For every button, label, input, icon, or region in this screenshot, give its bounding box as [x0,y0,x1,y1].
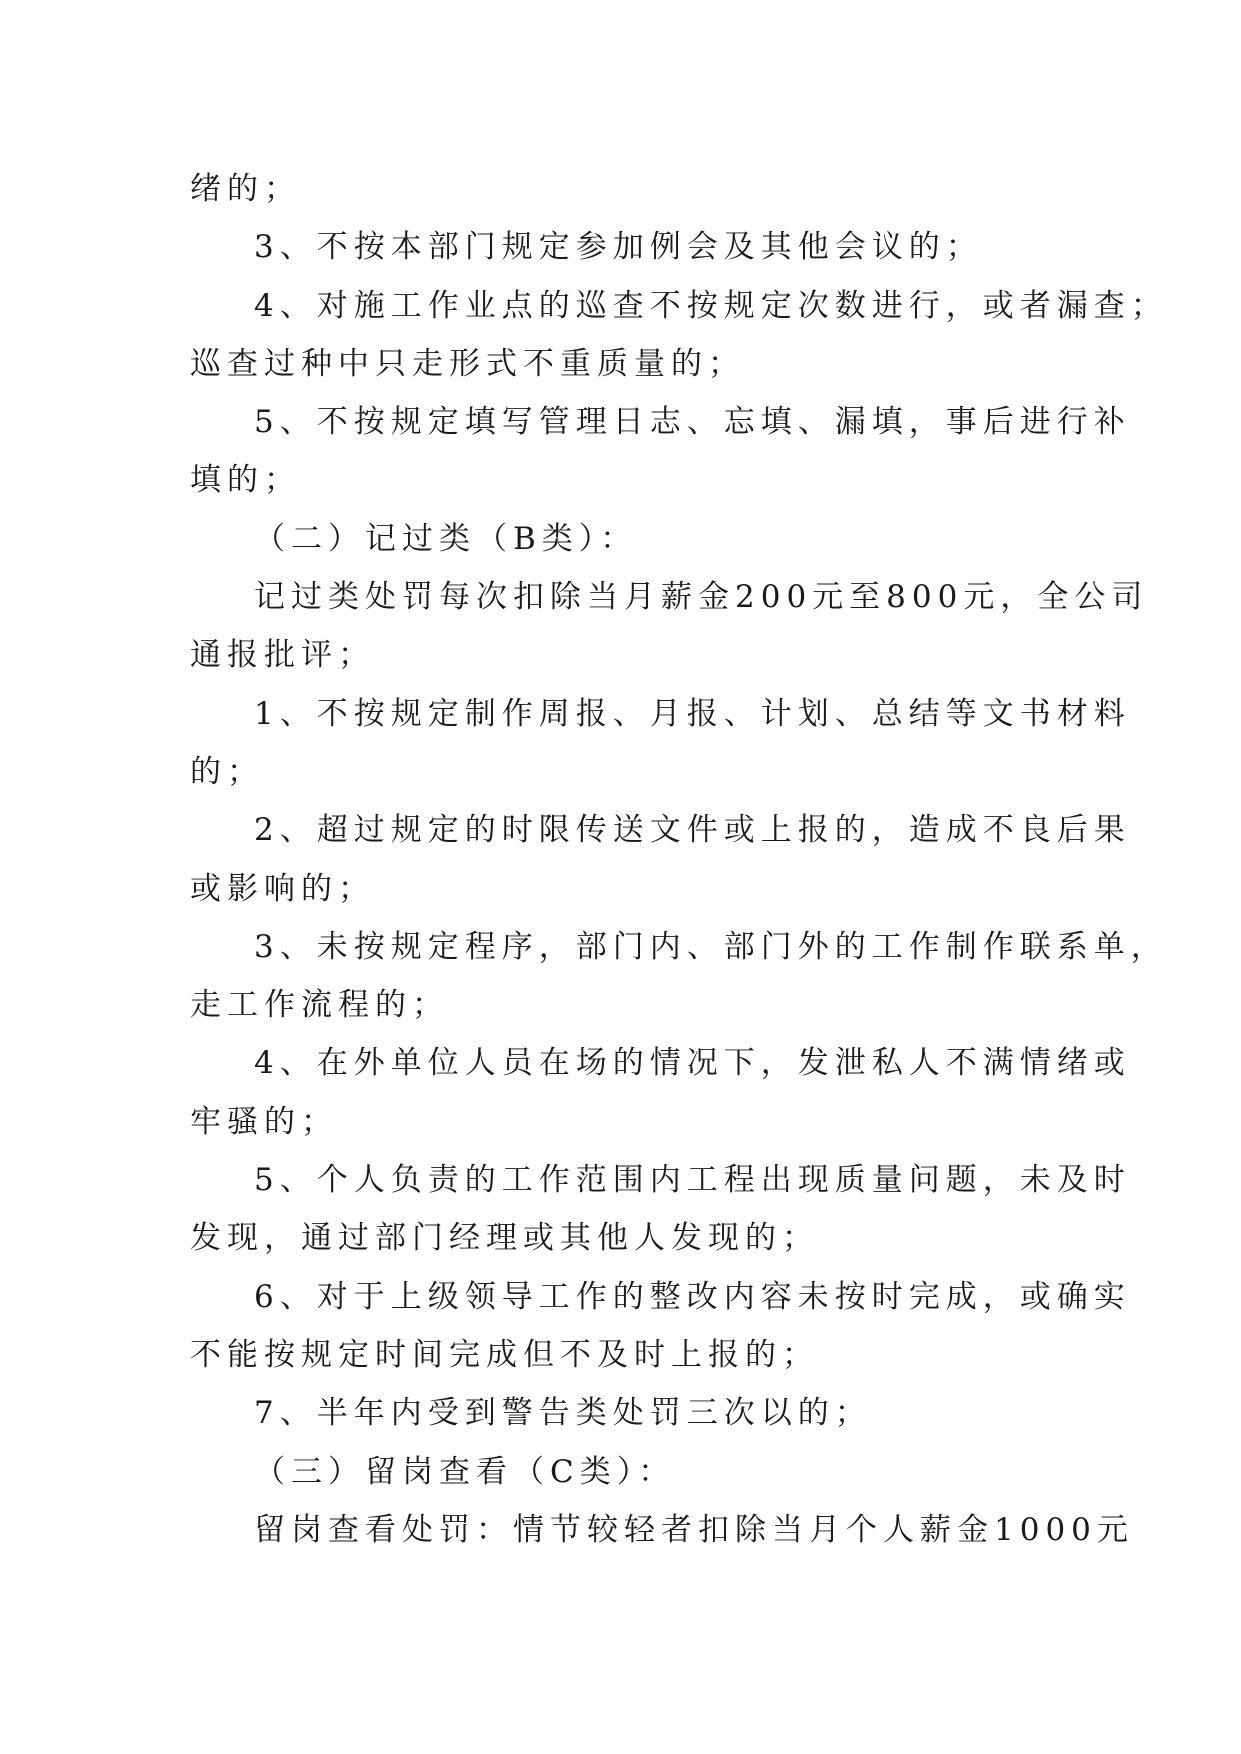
text-line: 通报批评； [190,637,375,674]
text-line: 5、不按规定填写管理日志、忘填、漏填，事后进行补 [254,404,1131,441]
text-line: 绪的； [190,171,301,207]
text-line: 5、个人负责的工作范围内工程出现质量问题，未及时 [254,1162,1131,1199]
text-line: 的； [190,753,264,790]
section-heading: （二）记过类（B类）： [254,520,638,557]
text-line: 7、半年内受到警告类处罚三次以的； [254,1395,872,1432]
text-line: 巡查过种中只走形式不重质量的； [190,345,745,382]
text-line: 1、不按规定制作周报、月报、计划、总结等文书材料 [254,695,1131,732]
text-line: 牢骚的； [190,1103,338,1140]
section-heading: （三）留岗查看（C类）： [254,1453,676,1490]
body-text [190,160,1168,1559]
text-line: 3、不按本部门规定参加例会及其他会议的； [254,229,983,266]
text-line: 4、在外单位人员在场的情况下，发泄私人不满情绪或 [254,1045,1131,1082]
text-line: 留岗查看处罚：情节较轻者扣除当月个人薪金1000元 [254,1511,1134,1548]
text-line: 不能按规定时间完成但不及时上报的； [190,1336,819,1373]
text-line: 或影响的； [190,870,375,907]
text-line: 填的； [190,462,301,499]
text-line: 走工作流程的； [190,987,449,1024]
text-line: 2、超过规定的时限传送文件或上报的，造成不良后果 [254,812,1131,849]
text-line: 6、对于上级领导工作的整改内容未按时完成，或确实 [254,1278,1131,1315]
text-line: 记过类处罚每次扣除当月薪金200元至800元，全公司 [254,579,1149,616]
text-line: 3、未按规定程序，部门内、部门外的工作制作联系单， [254,928,1168,965]
text-line: 发现，通过部门经理或其他人发现的； [190,1220,819,1257]
text-line: 4、对施工作业点的巡查不按规定次数进行，或者漏查； [254,287,1168,324]
